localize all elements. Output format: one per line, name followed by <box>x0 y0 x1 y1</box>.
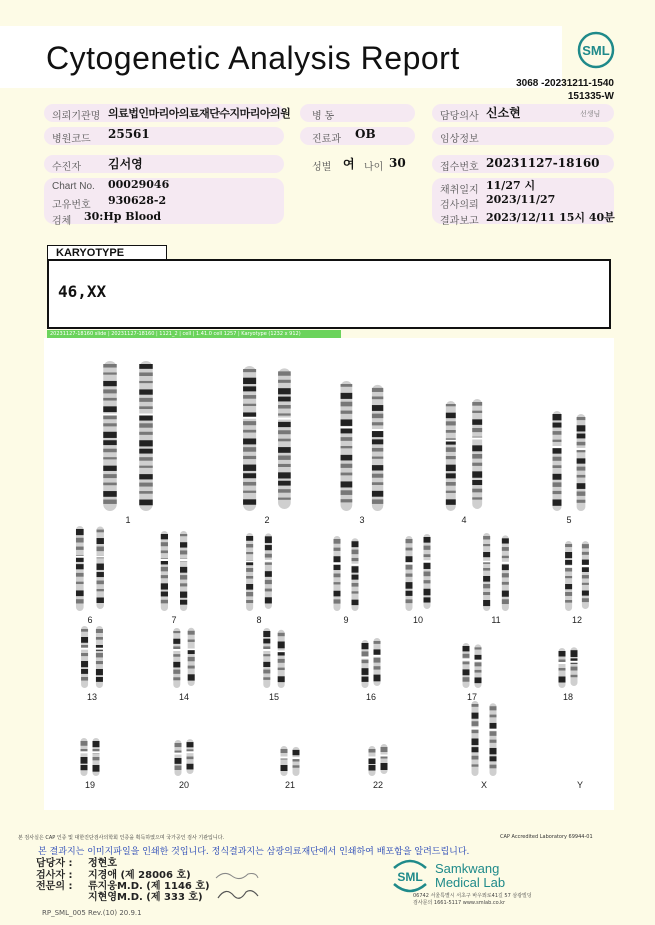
patient-name-label: 수진자 <box>52 162 81 173</box>
reception-no-value: 20231127-18160 <box>486 156 600 170</box>
lab-logo <box>388 858 432 894</box>
doctor-value: 신소현 <box>486 106 521 120</box>
chromosome-label-2: 2 <box>264 515 270 525</box>
karyotype-tab: KARYOTYPE <box>47 245 167 259</box>
chromosome-label-7: 7 <box>171 615 177 625</box>
chromosome-pair-19 <box>80 738 100 776</box>
lab-address: 06742 서울특별시 서초구 바우뫼로41길 57 삼광빌딩 <box>413 893 532 899</box>
karyogram-image <box>44 338 614 810</box>
staff-name: 지경애 (제 28006 호) <box>88 870 191 881</box>
chromosome-pair-7 <box>160 531 187 611</box>
result-report-label: 결과보고 <box>440 216 479 227</box>
chromosome-label-x: X <box>480 780 487 790</box>
chromosome-pair-16 <box>361 638 381 688</box>
chart-no-label: Chart No. <box>52 181 95 192</box>
clinical-info-label: 임상정보 <box>440 134 479 145</box>
age-value: 30 <box>389 156 406 170</box>
chromosome-label-12: 12 <box>571 615 582 625</box>
chromosome-label-4: 4 <box>461 515 467 525</box>
chromosome-label-8: 8 <box>256 615 262 625</box>
reception-no-label: 접수번호 <box>440 162 479 173</box>
lab-logo-text: SML <box>397 870 423 884</box>
chromosome-pair-11 <box>483 533 510 611</box>
chromosome-pair-20 <box>174 739 194 776</box>
karyotype-image-caption: 20231127-18160 slide | 20231127-18160 | 1121_2 | cell | 1.41.0 cell 1257 | Karyotype (1232 x 912) <box>47 330 341 338</box>
chromosome-pair-6 <box>75 526 104 611</box>
signature-scribble <box>212 868 262 904</box>
chromosome-label-17: 17 <box>466 692 477 702</box>
chromosome-label-1: 1 <box>125 515 131 525</box>
chromosome-label-9: 9 <box>343 615 349 625</box>
chromosome-pair-13 <box>81 626 104 688</box>
chromosome-label-14: 14 <box>178 692 189 702</box>
hospital-code-label: 병원코드 <box>52 134 91 145</box>
staff-role: 담당자 : <box>36 858 73 869</box>
sex-label: 성별 <box>312 162 332 173</box>
print-notice: 본 결과지는 이미지파일을 인쇄한 것입니다. 정식결과지는 삼광의료재단에서 인쇄하여 배포함을 알려드립니다. <box>38 847 470 857</box>
chromosome-label-6: 6 <box>87 615 93 625</box>
test-request-value: 2023/11/27 <box>486 193 556 206</box>
result-report-value: 2023/12/11 15시 40분 <box>486 211 615 224</box>
collection-date-value: 11/27 시 <box>486 179 536 192</box>
unique-no-value: 930628-2 <box>108 194 167 207</box>
form-number: RP_SML_005 Rev.(10) 20.9.1 <box>42 909 142 917</box>
chromosome-pair-21 <box>280 746 300 776</box>
chromosome-pair-5 <box>552 411 586 511</box>
lab-contact: 검사문의 1661-5117 www.smlab.co.kr <box>413 900 506 906</box>
staff-role: 전문의 : <box>36 881 73 892</box>
report-title: Cytogenetic Analysis Report <box>46 40 460 76</box>
chromosome-label-22: 22 <box>372 780 383 790</box>
chromosome-label-16: 16 <box>365 692 376 702</box>
chromosome-pair-3 <box>340 381 384 511</box>
chromosome-label-11: 11 <box>491 615 501 625</box>
doctor-suffix: 선생님 <box>580 110 601 118</box>
chromosome-label-19: 19 <box>84 780 95 790</box>
chromosome-pair-14 <box>173 628 195 688</box>
chromosome-pair-10 <box>405 534 431 611</box>
chromosome-label-21: 21 <box>284 780 295 790</box>
chart-no-value: 00029046 <box>108 178 170 191</box>
lab-name-line1: Samkwang <box>435 861 500 876</box>
karyotype-result: 46,XX <box>58 282 107 301</box>
report-code-line2: 151335-W <box>567 91 614 102</box>
patient-name-value: 김서영 <box>108 157 143 171</box>
chromosome-label-10: 10 <box>412 615 423 625</box>
department-label: 진료과 <box>312 134 341 145</box>
chromosome-pair-22 <box>368 744 388 776</box>
cap-note: CAP Accredited Laboratory 69944-01 <box>500 834 593 840</box>
institution-label: 의뢰기관명 <box>52 111 101 122</box>
hospital-code-value: 25561 <box>108 127 150 141</box>
chromosome-pair-8 <box>246 533 273 611</box>
chromosome-pair-4 <box>445 399 482 511</box>
staff-role: 검사자 : <box>36 870 73 881</box>
karyogram-svg <box>44 338 614 810</box>
chromosome-pair-18 <box>558 647 578 688</box>
specimen-label: 검체 <box>52 216 72 227</box>
chromosome-pair-9 <box>333 536 359 611</box>
lab-name-line2: Medical Lab <box>435 875 506 890</box>
staff-row <box>36 888 203 903</box>
karyotype-box <box>47 259 611 329</box>
logo-text: SML <box>582 43 610 58</box>
chromosome-pair-12 <box>565 541 590 611</box>
institution-value: 의료법인마리아의료재단수지마리아의원 <box>108 107 291 120</box>
staff-name: 지현영M.D. (제 333 호) <box>88 892 203 903</box>
chromosome-pair-x <box>471 701 497 776</box>
department-value: OB <box>355 127 376 141</box>
specimen-value: 30:Hp Blood <box>84 210 162 223</box>
chromosome-pair-17 <box>462 643 482 688</box>
staff-name: 정현호 <box>88 858 117 869</box>
test-request-label: 검사의뢰 <box>440 200 479 211</box>
unique-no-label: 고유번호 <box>52 200 91 211</box>
sml-logo <box>576 30 616 70</box>
chromosome-pair-1 <box>103 361 154 511</box>
ward-label: 병 동 <box>312 111 335 122</box>
sex-value: 여 <box>343 157 355 171</box>
lab-address-block <box>413 893 532 907</box>
collection-date-label: 채취일지 <box>440 185 479 196</box>
chromosome-label-3: 3 <box>359 515 365 525</box>
chromosome-label-15: 15 <box>268 692 279 702</box>
chromosome-label-5: 5 <box>566 515 572 525</box>
chromosome-pair-2 <box>243 366 292 511</box>
chromosome-label-18: 18 <box>562 692 573 702</box>
age-label: 나이 <box>364 162 384 173</box>
chromosome-label-y: Y <box>576 780 583 790</box>
chromosome-pair-15 <box>263 628 285 688</box>
chromosome-label-20: 20 <box>178 780 189 790</box>
report-code-line1: 3068 -20231211-1540 <box>516 78 614 89</box>
footer-fine-print: 본 검사실은 CAP 인증 및 대한진단검사의학회 인증을 획득하였으며 국가공인 검사 기관입니다. <box>18 835 225 841</box>
doctor-label: 담당의사 <box>440 111 479 122</box>
lab-name <box>435 862 505 890</box>
staff-name: 류지웅M.D. (제 1146 호) <box>88 881 210 892</box>
chromosome-label-13: 13 <box>86 692 97 702</box>
report-code <box>496 77 614 103</box>
